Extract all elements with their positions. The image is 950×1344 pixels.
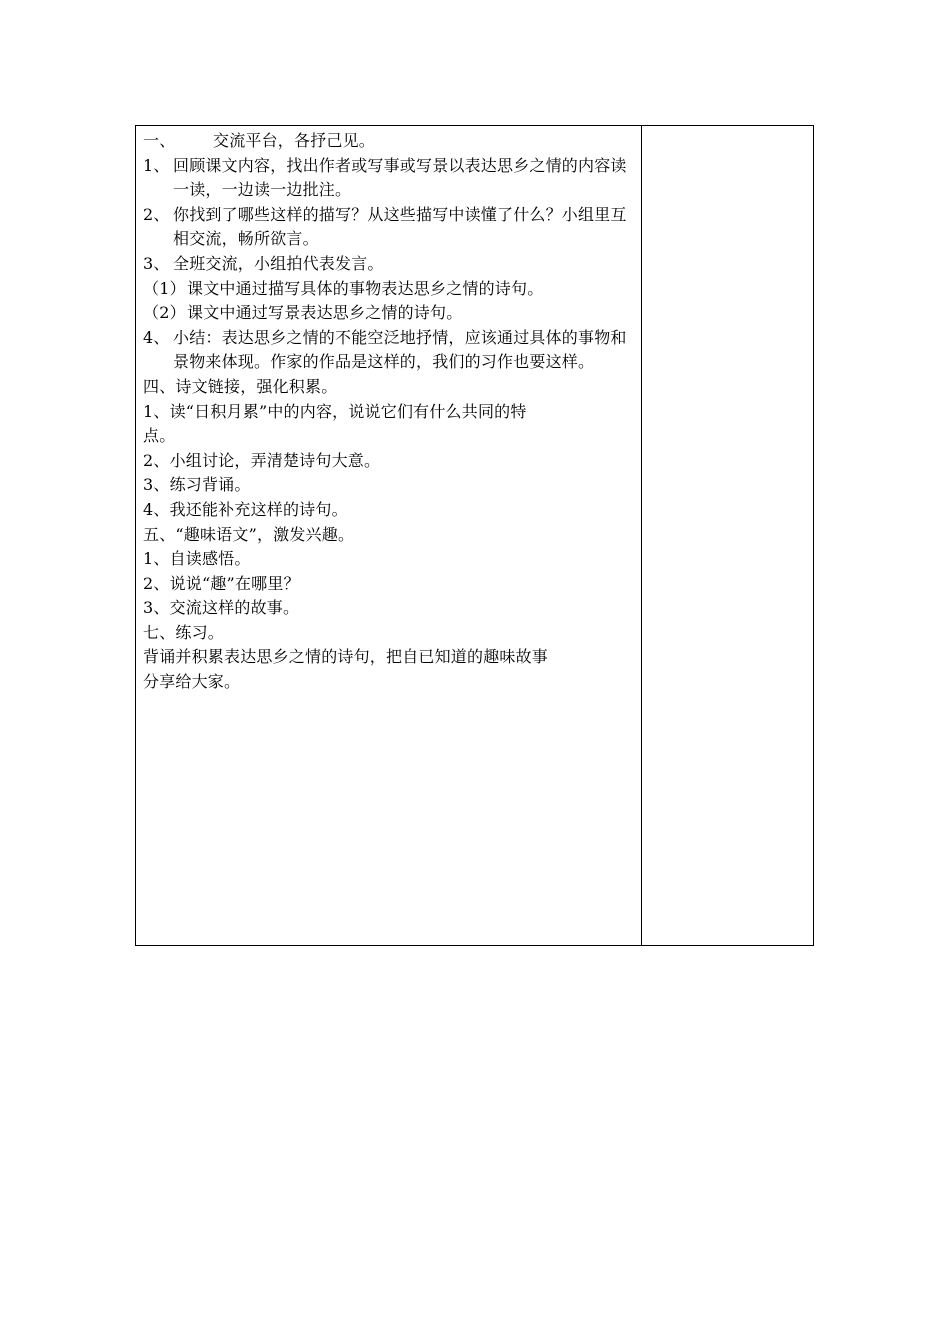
list-item: 1、读“日积月累”中的内容，说说它们有什么共同的特 (143, 401, 527, 421)
section-seven-heading: 七、练习。 (143, 622, 225, 642)
item-number: 3、 (143, 253, 170, 273)
sub-item (143, 277, 633, 302)
item-number: 1、 (143, 155, 170, 175)
section-five-heading: 五、“趣味语文”，激发兴趣。 (143, 524, 355, 544)
list-item (143, 252, 633, 277)
item-text: 全班交流，小组拍代表发言。 (173, 253, 384, 273)
section-four-heading: 四、诗文链接，强化积累。 (143, 376, 338, 396)
item-text: 小结：表达思乡之情的不能空泛地抒情，应该通过具体的事物和景物来体现。作家的作品是这样的，我们的习作也要这样。 (173, 327, 627, 372)
list-item (143, 326, 633, 375)
section-one-number: 一、 (143, 131, 176, 150)
lesson-content-cell (136, 126, 642, 945)
sub-item (143, 301, 633, 326)
exercise-text: 背诵并积累表达思乡之情的诗句，把自已知道的趣味故事 (143, 647, 549, 667)
item-text: 你找到了哪些这样的描写？从这些描写中读懂了什么？小组里互相交流，畅所欲言。 (173, 204, 627, 249)
sub-item-number: （2） (143, 303, 186, 323)
notes-cell (642, 126, 813, 945)
sub-item-text: 课文中通过描写具体的事物表达思乡之情的诗句。 (187, 278, 544, 298)
item-number: 4、 (143, 327, 170, 347)
list-item-continuation: 点。 (143, 426, 176, 446)
list-item: 1、自读感悟。 (143, 549, 251, 569)
list-item (143, 154, 633, 203)
item-number: 2、 (143, 204, 170, 224)
list-item: 3、练习背诵。 (143, 475, 251, 495)
section-one-title: 交流平台，各抒己见。 (213, 131, 376, 150)
section-one-heading (143, 129, 633, 154)
lesson-plan-table (135, 125, 814, 946)
sub-item-text: 课文中通过写景表达思乡之情的诗句。 (187, 303, 463, 323)
list-item: 4、我还能补充这样的诗句。 (143, 499, 348, 519)
list-item: 2、小组讨论，弄清楚诗句大意。 (143, 450, 381, 470)
item-text: 回顾课文内容，找出作者或写事或写景以表达思乡之情的内容读一读，一边读一边批注。 (173, 155, 627, 200)
list-item: 3、交流这样的故事。 (143, 598, 300, 618)
list-item (143, 203, 633, 252)
list-item: 2、说说“趣”在哪里？ (143, 573, 300, 593)
sub-item-number: （1） (143, 278, 186, 298)
exercise-text-continuation: 分享给大家。 (143, 672, 241, 692)
